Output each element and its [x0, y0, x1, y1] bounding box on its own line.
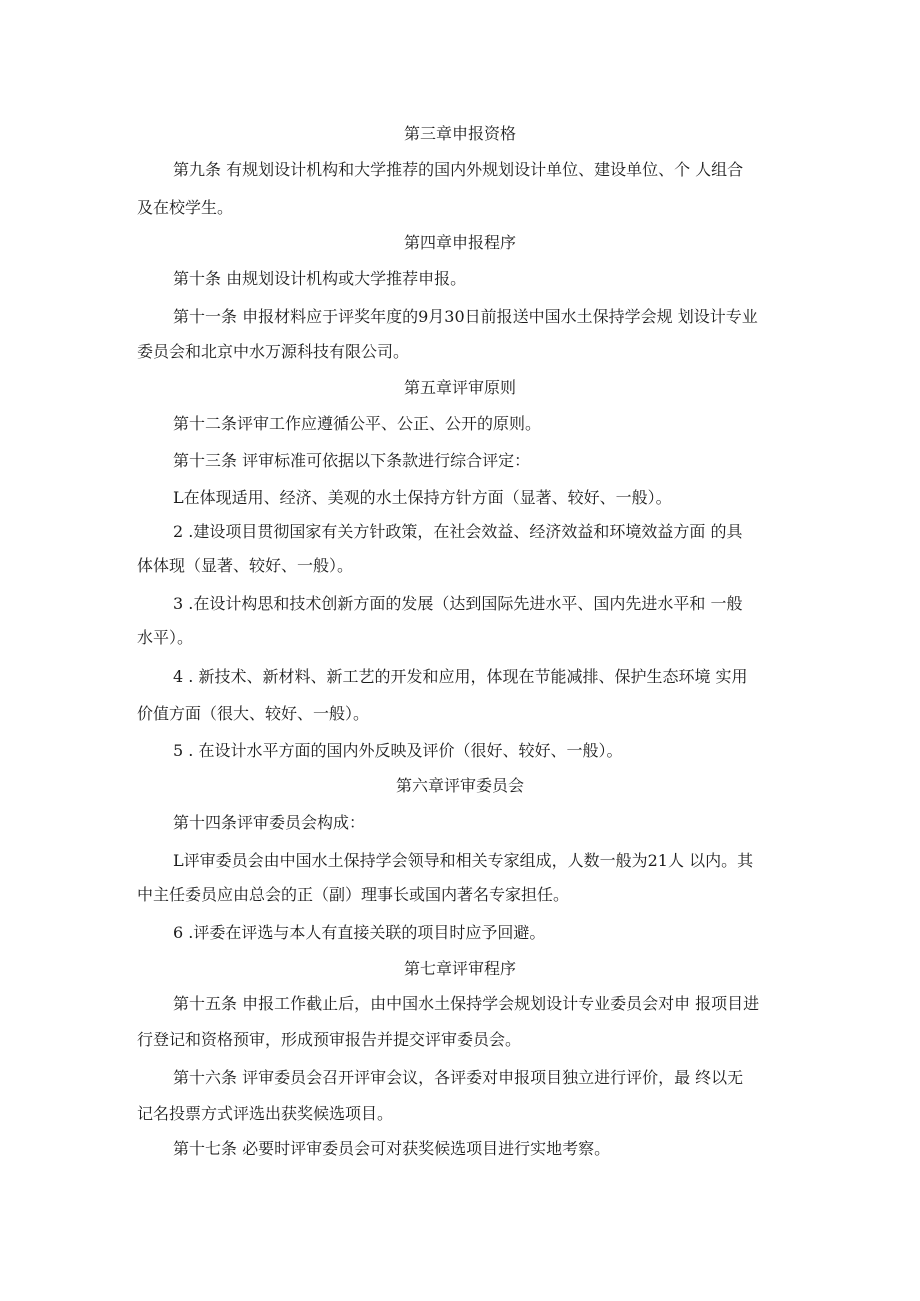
chapter-4-title: 第四章申报程序 [403, 233, 516, 252]
criteria-item-3-line-1: 3 .在设计构思和技术创新方面的发展（达到国际先进水平、国内先进水平和 一般 [173, 594, 743, 613]
criteria-item-2-line-1: 2 .建设项目贯彻国家有关方针政策，在社会效益、经济效益和环境效益方面 的具 [173, 522, 743, 541]
criteria-item-3-line-2: 水平）。 [137, 628, 194, 647]
article-12: 第十二条评审工作应遵循公平、公正、公开的原则。 [173, 414, 542, 433]
chapter-5-title: 第五章评审原则 [403, 378, 516, 397]
article-9-line-1: 第九条 有规划设计机构和大学推荐的国内外规划设计单位、建设单位、个 人组合 [173, 160, 744, 179]
article-16-line-2: 记名投票方式评选出获奖候选项目。 [137, 1104, 394, 1123]
article-14: 第十四条评审委员会构成： [173, 813, 366, 832]
criteria-item-5: 5 . 在设计水平方面的国内外反映及评价（很好、较好、一般）。 [173, 741, 623, 760]
committee-item-1-line-1: L评审委员会由中国水土保持学会领导和相关专家组成，人数一般为21人 以内。其 [173, 851, 754, 870]
article-15-line-1: 第十五条 申报工作截止后，由中国水土保持学会规划设计专业委员会对申 报项目进 [173, 994, 760, 1013]
article-16-line-1: 第十六条 评审委员会召开评审会议，各评委对申报项目独立进行评价，最 终以无 [173, 1068, 744, 1087]
article-11-line-1: 第十一条 申报材料应于评奖年度的9月30日前报送中国水土保持学会规 划设计专业 [173, 307, 758, 326]
committee-item-1-line-2: 中主任委员应由总会的正（副）理事长或国内著名专家担任。 [137, 885, 570, 904]
criteria-item-2-line-2: 体体现（显著、较好、一般）。 [137, 556, 354, 575]
article-15-line-2: 行登记和资格预审，形成预审报告并提交评审委员会。 [137, 1030, 522, 1049]
criteria-item-4-line-2: 价值方面（很大、较好、一般）。 [137, 704, 370, 723]
article-17: 第十七条 必要时评审委员会可对获奖候选项目进行实地考察。 [173, 1139, 611, 1158]
chapter-6-title: 第六章评审委员会 [395, 776, 524, 795]
article-9-line-2: 及在校学生。 [137, 198, 234, 217]
article-10: 第十条 由规划设计机构或大学推荐申报。 [173, 269, 467, 288]
article-13: 第十三条 评审标准可依据以下条款进行综合评定： [173, 451, 531, 470]
article-11-line-2: 委员会和北京中水万源科技有限公司。 [137, 342, 410, 361]
chapter-7-title: 第七章评审程序 [403, 959, 516, 978]
criteria-item-4-line-1: 4 . 新技术、新材料、新工艺的开发和应用，体现在节能减排、保护生态环境 实用 [173, 667, 748, 686]
chapter-3-title: 第三章申报资格 [403, 124, 516, 143]
committee-item-6: 6 .评委在评选与本人有直接关联的项目时应予回避。 [173, 923, 546, 942]
criteria-item-1: L在体现适用、经济、美观的水土保持方针方面（显著、较好、一般）。 [173, 488, 672, 507]
